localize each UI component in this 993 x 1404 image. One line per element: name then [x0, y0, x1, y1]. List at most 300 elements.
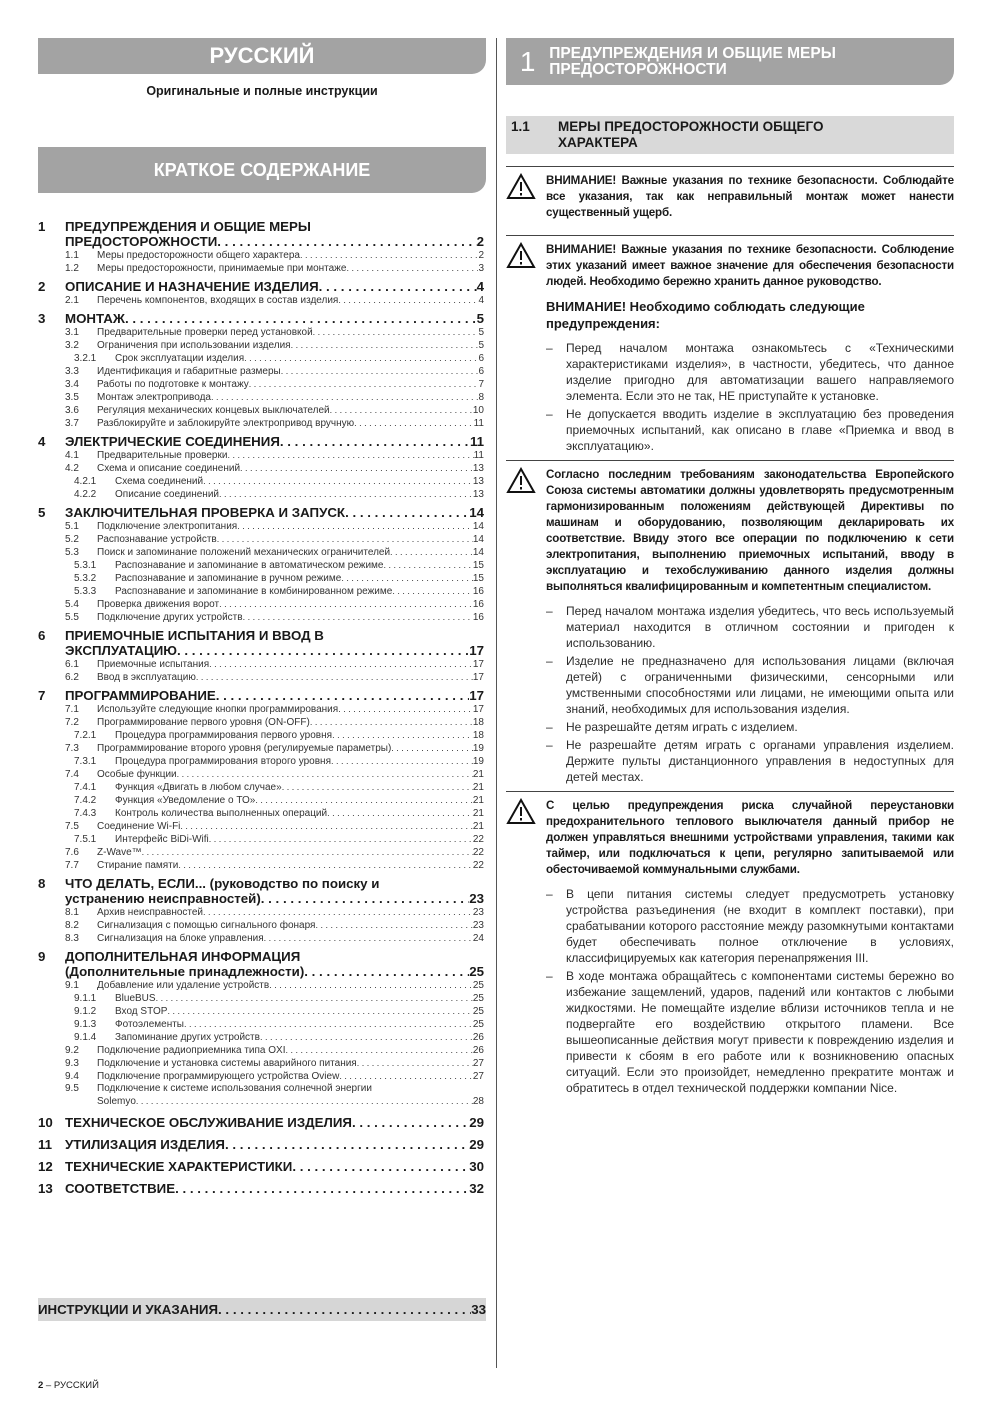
toc-sub-number: 7.4.3	[74, 808, 97, 819]
toc-sub-title: Распознавание и запоминание в ручном режиме	[115, 573, 342, 584]
toc-chapter-number: 3	[38, 311, 46, 326]
list-item: – Не разрешайте детям играть с изделием.	[546, 719, 954, 735]
toc-sub-entry[interactable]	[38, 742, 484, 755]
toc-sub-number: 7.4.2	[74, 795, 97, 806]
toc-sub-page: 11	[473, 450, 484, 461]
toc-sub-entry[interactable]	[38, 417, 484, 430]
toc-sub-page: 14	[472, 534, 484, 545]
toc-sub-page: 21	[472, 795, 484, 806]
toc-sub-title: Программирование второго уровня (регулируемые параметры)	[97, 743, 392, 754]
language-banner: РУССКИЙ	[38, 38, 486, 74]
toc-chapter-title: ПРЕДОСТОРОЖНОСТИ	[65, 234, 218, 249]
toc-chapter-number: 11	[38, 1137, 53, 1152]
toc-chapter-number: 2	[38, 279, 46, 294]
toc-chapter-line	[38, 876, 484, 891]
warning-1	[506, 166, 954, 221]
toc-chapter-entry[interactable]	[38, 1137, 484, 1152]
toc-chapter-page: 5	[476, 311, 484, 326]
toc-sub-page: 6	[478, 366, 484, 377]
toc-sub-page: 26	[472, 1045, 484, 1056]
toc-chapter-entry[interactable]	[38, 1181, 484, 1196]
column-divider	[496, 38, 497, 1368]
toc-sub-number: 2.1	[65, 295, 79, 306]
toc-sub-entry[interactable]	[38, 559, 484, 572]
toc-sub-number: 6.1	[65, 659, 79, 670]
toc-chapter-title: устранению неисправностей)	[65, 891, 261, 906]
toc-sub-number: 3.2.1	[74, 353, 97, 364]
toc-sub-number: 9.1.1	[74, 993, 97, 1004]
toc-sub-title: Меры предосторожности общего характера	[97, 250, 300, 261]
toc-chapter-number: 9	[38, 949, 46, 964]
toc-sub-entry[interactable]	[38, 1031, 484, 1044]
toc-sub-entry[interactable]	[38, 611, 484, 624]
toc-sub-title: Запоминание других устройств	[115, 1032, 260, 1043]
toc-sub-entry[interactable]	[38, 658, 484, 671]
section-number: 1.1	[511, 119, 530, 134]
section-heading	[506, 116, 954, 154]
toc-chapter-number: 5	[38, 505, 46, 520]
toc-sub-title: BlueBUS	[115, 993, 156, 1004]
toc-sub-title: Ввод в эксплуатацию	[97, 672, 196, 683]
toc-sub-entry[interactable]	[38, 794, 484, 807]
toc-sub-number: 9.1.2	[74, 1006, 97, 1017]
toc-sub-number: 9.4	[65, 1071, 79, 1082]
toc-chapter-page: 17	[469, 643, 484, 658]
toc-sub-page: 6	[478, 353, 484, 364]
list-item: – Не разрешайте детям играть с органами управления изделием. Держите пульты дистанционного управления в недоступных для детей местах.	[546, 737, 954, 785]
toc-sub-number: 3.7	[65, 418, 79, 429]
toc-chapter-page: 11	[469, 434, 484, 449]
toc-sub-number: 3.6	[65, 405, 79, 416]
toc-sub-page: 24	[472, 933, 484, 944]
toc-sub-entry[interactable]	[38, 906, 484, 919]
toc-sub-title: Процедура программирования первого уровня	[115, 730, 333, 741]
toc-chapter-title-line1: ПРИЕМОЧНЫЕ ИСПЫТАНИЯ И ВВОД В	[65, 628, 324, 643]
warning-triangle-icon	[506, 173, 546, 221]
toc-chapter-entry[interactable]	[38, 505, 484, 520]
warnings-block	[506, 166, 954, 1098]
toc-sub-title: Подключение программирующего устройства Oview	[97, 1071, 340, 1082]
toc-sub-title: Схема и описание соединений	[97, 463, 241, 474]
toc-sub-page: 21	[472, 808, 484, 819]
toc-sub-page: 21	[472, 821, 484, 832]
toc-sub-page: 13	[472, 463, 484, 474]
toc-sub-entry[interactable]	[38, 404, 484, 417]
toc-sub-page: 19	[472, 756, 484, 767]
toc-sub-number: 3.1	[65, 327, 79, 338]
toc-sub-entry[interactable]	[38, 533, 484, 546]
toc-sub-title: Распознавание устройств	[97, 534, 217, 545]
toc-chapter-page: 17	[469, 688, 484, 703]
toc-sub-title: Проверка движения ворот	[97, 599, 220, 610]
toc-sub-entry[interactable]	[38, 326, 484, 339]
toc-sub-number: 6.2	[65, 672, 79, 683]
toc-sub-page: 10	[472, 405, 484, 416]
toc-sub-entry[interactable]	[38, 294, 484, 307]
toc-chapter-entry[interactable]	[38, 1159, 484, 1174]
toc-sub-entry[interactable]	[38, 859, 484, 872]
toc-sub-number: 9.5	[65, 1083, 79, 1094]
toc-sub-page: 5	[478, 340, 484, 351]
toc-sub-page: 23	[472, 907, 484, 918]
toc-chapter-line	[38, 949, 484, 964]
toc-sub-title: Используйте следующие кнопки программирования	[97, 704, 339, 715]
toc-sub-page: 16	[472, 586, 484, 597]
toc-sub-number: 8.1	[65, 907, 79, 918]
toc-sub-title: Описание соединений	[115, 489, 220, 500]
toc-sub-entry[interactable]	[38, 979, 484, 992]
toc-sub-title: Перечень компонентов, входящих в состав изделия	[97, 295, 339, 306]
toc-chapter-title: ТЕХНИЧЕСКИЕ ХАРАКТЕРИСТИКИ	[65, 1159, 293, 1174]
toc-sub-page: 22	[472, 860, 484, 871]
toc-sub-title: Процедура программирования второго уровня	[115, 756, 331, 767]
toc-sub-number: 4.1	[65, 450, 79, 461]
toc-sub-title: Монтаж электропривода	[97, 392, 211, 403]
toc-sub-number: 8.3	[65, 933, 79, 944]
toc-sub-number: 5.3.1	[74, 560, 97, 571]
toc-sub-number: 4.2	[65, 463, 79, 474]
toc-sub-number: 8.2	[65, 920, 79, 931]
toc-sub-entry[interactable]	[38, 932, 484, 945]
footer-language: – РУССКИЙ	[43, 1380, 99, 1391]
toc-sub-number: 7.7	[65, 860, 79, 871]
toc-sub-title: Идентификация и габаритные размеры	[97, 366, 281, 377]
toc-sub-number: 5.3	[65, 547, 79, 558]
list-item: – Изделие не предназначено для использования лицами (включая детей) с ограниченными физическими, сенсорными или умственными способностями или лицами, не имеющими опыта или знаний, необходимых для использования изделия.	[546, 653, 954, 717]
toc-sub-page: 2	[478, 250, 484, 261]
toc-sub-title: Распознавание и запоминание в автоматическом режиме	[115, 560, 384, 571]
warning-3-text: Согласно последним требованиям законодательства Европейского Союза системы автоматики должны удовлетворять предусмотренным гармонизированным положениям действующей Директивы по машинам и оборудованию, позволяющим декларировать их соответствие. Ввиду этого все операции по подключению к сети электропитания, выполнению приемочных испытаний, вводу в эксплуатацию и техобслуживанию данного изделия должны выполняться квалифицированным и компетентным специалистом.	[546, 468, 954, 593]
toc-sub-page: 15	[472, 560, 484, 571]
toc-sub-page: 14	[472, 521, 484, 532]
toc-sub-title: Контроль количества выполненных операций	[115, 808, 328, 819]
toc-chapter-page: 30	[469, 1159, 484, 1174]
toc-chapter-entry[interactable]	[38, 234, 484, 249]
toc-sub-title: Работы по подготовке к монтажу	[97, 379, 249, 390]
toc-sub-number: 1.1	[65, 250, 79, 261]
toc-sub-page: 21	[472, 769, 484, 780]
toc-sub-title: Срок эксплуатации изделия	[115, 353, 245, 364]
warning-triangle-icon	[506, 242, 546, 290]
toc-sub-number: 9.1.4	[74, 1032, 97, 1043]
warning-triangle-icon	[506, 467, 546, 595]
toc-sub-title: Вход STOP	[115, 1006, 168, 1017]
toc-sub-number: 5.2	[65, 534, 79, 545]
toc-sub-entry[interactable]	[38, 1005, 484, 1018]
toc-sub-entry[interactable]	[38, 520, 484, 533]
toc-sub-entry[interactable]	[38, 820, 484, 833]
toc-sub-title: Соединение Wi-Fi	[97, 821, 181, 832]
toc-chapter-title: ЭКСПЛУАТАЦИЮ	[65, 643, 177, 658]
toc-sub-entry[interactable]	[38, 391, 484, 404]
toc-sub-line	[38, 1083, 484, 1095]
toc-sub-entry[interactable]	[38, 546, 484, 559]
toc-sub-entry[interactable]	[38, 365, 484, 378]
list-item: – В ходе монтажа обращайтесь с компонентами системы бережно во избежание защемлений, ударов, падений или контактов с любыми жидкостями. Не помещайте изделие вблизи источников тепла и не подвергайте его воздействию открытого пламени. Все вышеописанные действия могут привести к повреждению изделия и привести к сбоям в его работе или к возникновению опасных ситуаций. Если это произойдет, немедленно прекратите монтаж и обратитесь в отдел технической поддержки компании Nice.	[546, 968, 954, 1096]
toc-chapter-page: 32	[469, 1181, 484, 1196]
toc-sub-entry[interactable]	[38, 339, 484, 352]
warning-4-text: С целью предупреждения риска случайной переустановки предохранительного теплового выключателя данный прибор не должен управляться внешними устройствами управления, такими как таймер, или подключаться к цепи, регулярно запитываемой или обесточиваемой коммунальными службами.	[546, 799, 954, 876]
toc-chapter-number: 13	[38, 1181, 53, 1196]
warning-list-3	[506, 886, 954, 1096]
toc-sub-entry[interactable]	[38, 249, 484, 262]
warning-list-2	[506, 603, 954, 785]
toc-chapter-title: УТИЛИЗАЦИЯ ИЗДЕЛИЯ	[65, 1137, 225, 1152]
toc-sub-number: 7.4.1	[74, 782, 97, 793]
toc-sub-page: 16	[472, 599, 484, 610]
toc-sub-number: 3.3	[65, 366, 79, 377]
toc-sub-page: 23	[472, 920, 484, 931]
toc-sub-page: 18	[472, 717, 484, 728]
toc-sub-number: 7.4	[65, 769, 79, 780]
toc-sub-title: Программирование первого уровня (ON-OFF)	[97, 717, 310, 728]
toc-chapter-title-line1: ДОПОЛНИТЕЛЬНАЯ ИНФОРМАЦИЯ	[65, 949, 301, 964]
chapter-banner	[506, 38, 954, 85]
toc-chapter-title: (Дополнительные принадлежности)	[65, 964, 305, 979]
warning-list-1	[506, 340, 954, 454]
toc-sub-entry[interactable]	[38, 352, 484, 365]
toc-chapter-entry[interactable]	[38, 1115, 484, 1130]
toc-sub-entry[interactable]	[38, 378, 484, 391]
toc-sub-title: Solemyo	[97, 1096, 136, 1107]
toc-sub-page: 13	[472, 489, 484, 500]
toc-sub-title: Предварительные проверки перед установкой	[97, 327, 313, 338]
toc-sub-title: Разблокируйте и заблокируйте электропривод вручную	[97, 418, 355, 429]
toc-sub-entry[interactable]	[38, 671, 484, 684]
toc-sub-page: 19	[472, 743, 484, 754]
toc-chapter-number: 6	[38, 628, 46, 643]
toc-chapter-title-line1: ПРЕДУПРЕЖДЕНИЯ И ОБЩИЕ МЕРЫ	[65, 219, 311, 234]
toc-sub-page: 26	[472, 1032, 484, 1043]
toc-chapter-page: 25	[469, 964, 484, 979]
toc-sub-number: 7.3.1	[74, 756, 97, 767]
toc-chapter-page: 2	[476, 234, 484, 249]
toc-sub-title: Z-Wave™	[97, 847, 142, 858]
toc-sub-number: 5.4	[65, 599, 79, 610]
toc-chapter-title: МОНТАЖ	[65, 311, 125, 326]
toc-chapter-title: ЭЛЕКТРИЧЕСКИЕ СОЕДИНЕНИЯ	[65, 434, 280, 449]
toc-sub-number: 3.2	[65, 340, 79, 351]
toc-sub-entry[interactable]	[38, 716, 484, 729]
list-item: – Не допускается вводить изделие в эксплуатацию без проведения приемочных испытаний, как описано в главе «Приемка и ввод в эксплуатацию».	[546, 406, 954, 454]
toc-sub-page: 15	[472, 573, 484, 584]
toc-sub-page: 11	[473, 418, 484, 429]
toc-sub-title: Функция «Двигать в любом случае»	[115, 782, 282, 793]
toc-sub-title: Предварительные проверки	[97, 450, 228, 461]
toc-chapter-entry[interactable]	[38, 688, 484, 703]
instructions-page: 33	[471, 1302, 486, 1317]
toc-sub-number: 9.3	[65, 1058, 79, 1069]
list-item: – В цепи питания системы следует предусмотреть установку устройства разъединения (не входит в комплект поставки), при срабатывании которого расстояние между разомкнутыми контактами будет обеспечивать полное отключение в условиях, классифицируемых как категория перенапряжения III.	[546, 886, 954, 966]
toc-sub-number: 7.6	[65, 847, 79, 858]
toc-sub-entry[interactable]	[38, 1044, 484, 1057]
toc-sub-entry[interactable]	[38, 598, 484, 611]
toc-sub-number: 9.2	[65, 1045, 79, 1056]
toc-sub-page: 16	[472, 612, 484, 623]
toc-sub-entry[interactable]	[38, 919, 484, 932]
toc-chapter-entry[interactable]	[38, 434, 484, 449]
toc-sub-page: 25	[472, 1006, 484, 1017]
toc-chapter-title: СООТВЕТСТВИЕ	[65, 1181, 176, 1196]
toc-sub-number: 7.3	[65, 743, 79, 754]
toc-sub-title: Сигнализация с помощью сигнального фонаря	[97, 920, 316, 931]
toc-sub-number: 7.2	[65, 717, 79, 728]
toc-chapter-title: ОПИСАНИЕ И НАЗНАЧЕНИЕ ИЗДЕЛИЯ	[65, 279, 319, 294]
warning-3	[506, 460, 954, 595]
toc-sub-page: 8	[478, 392, 484, 403]
warning-2-text: ВНИМАНИЕ! Важные указания по технике безопасности. Соблюдение этих указаний имеет важное значение для обеспечения безопасности людей. Необходимо бережно хранить данное руководство.	[546, 243, 954, 288]
toc-sub-entry[interactable]	[38, 585, 484, 598]
chapter-number: 1	[519, 45, 536, 77]
toc-sub-entry[interactable]	[38, 262, 484, 275]
toc-sub-title: Подключение электропитания	[97, 521, 238, 532]
toc-sub-page: 4	[478, 295, 484, 306]
toc-chapter-number: 12	[38, 1159, 53, 1174]
toc-sub-number: 1.2	[65, 263, 79, 274]
toc-sub-title: Стирание памяти	[97, 860, 179, 871]
toc-sub-number: 7.2.1	[74, 730, 97, 741]
toc-sub-entry[interactable]	[38, 572, 484, 585]
toc-sub-number: 7.5.1	[74, 834, 97, 845]
toc-sub-entry[interactable]	[38, 703, 484, 716]
toc-sub-entry[interactable]	[38, 475, 484, 488]
toc-chapter-line	[38, 219, 484, 234]
instructions-title: ИНСТРУКЦИИ И УКАЗАНИЯ	[38, 1302, 219, 1317]
toc-sub-entry[interactable]	[38, 449, 484, 462]
toc-chapter-number: 10	[38, 1115, 53, 1130]
toc-sub-title: Архив неисправностей	[97, 907, 204, 918]
toc-chapter-entry[interactable]	[38, 643, 484, 658]
toc-sub-title: Фотоэлементы	[115, 1019, 184, 1030]
toc-sub-page: 22	[472, 847, 484, 858]
subtitle: Оригинальные и полные инструкции	[146, 84, 378, 98]
toc-sub-title: Добавление или удаление устройств	[97, 980, 270, 991]
toc-sub-page: 27	[472, 1058, 484, 1069]
instructions-toc-entry[interactable]	[38, 1298, 486, 1321]
toc-sub-page: 25	[472, 980, 484, 991]
toc-sub-entry[interactable]	[38, 1018, 484, 1031]
toc-sub-entry[interactable]	[38, 1095, 484, 1108]
toc-chapter-title: ПРОГРАММИРОВАНИЕ	[65, 688, 216, 703]
toc-chapter-page: 14	[469, 505, 484, 520]
warning-2	[506, 235, 954, 290]
toc-sub-number: 5.5	[65, 612, 79, 623]
toc-sub-number: 9.1	[65, 980, 79, 991]
toc-sub-title-line1: Подключение к системе использования солнечной энергии	[97, 1083, 372, 1094]
toc-sub-page: 17	[472, 672, 484, 683]
toc-sub-entry[interactable]	[38, 781, 484, 794]
toc-sub-entry[interactable]	[38, 833, 484, 846]
section-title: МЕРЫ ПРЕДОСТОРОЖНОСТИ ОБЩЕГО ХАРАКТЕРА	[558, 119, 824, 150]
toc-sub-title: Схема соединений	[115, 476, 204, 487]
list-item: – Перед началом монтажа изделия убедитесь, что весь используемый материал находится в отличном состоянии и пригоден к использованию.	[546, 603, 954, 651]
toc-sub-page: 14	[472, 547, 484, 558]
toc-sub-title: Подключение других устройств	[97, 612, 243, 623]
chapter-title: ПРЕДУПРЕЖДЕНИЯ И ОБЩИЕ МЕРЫ ПРЕДОСТОРОЖНОСТИ	[549, 44, 836, 78]
toc-sub-number: 4.2.1	[74, 476, 97, 487]
toc-sub-page: 5	[478, 327, 484, 338]
toc-title: КРАТКОЕ СОДЕРЖАНИЕ	[38, 147, 486, 193]
toc-sub-title: Распознавание и запоминание в комбинированном режиме	[115, 586, 393, 597]
toc-sub-title: Сигнализация на блоке управления	[97, 933, 264, 944]
toc-sub-title: Ограничения при использовании изделия	[97, 340, 291, 351]
toc-chapter-entry[interactable]	[38, 311, 484, 326]
toc-sub-title: Подключение радиоприемника типа OXI	[97, 1045, 286, 1056]
toc-chapter-page: 23	[469, 891, 484, 906]
toc-sub-entry[interactable]	[38, 1057, 484, 1070]
toc-sub-page: 25	[472, 993, 484, 1004]
toc-sub-number: 3.5	[65, 392, 79, 403]
toc-sub-page: 7	[478, 379, 484, 390]
toc-chapter-number: 7	[38, 688, 46, 703]
toc-sub-entry[interactable]	[38, 755, 484, 768]
toc-sub-title: Особые функции	[97, 769, 177, 780]
toc-sub-entry[interactable]	[38, 846, 484, 859]
toc-sub-entry[interactable]	[38, 462, 484, 475]
toc-sub-page: 17	[472, 704, 484, 715]
toc-sub-title: Поиск и запоминание положений механических ограничителей	[97, 547, 391, 558]
warning-1-text: ВНИМАНИЕ! Важные указания по технике безопасности. Соблюдайте все указания, так как неправильный монтаж может нанести существенный ущерб.	[546, 174, 954, 219]
toc-sub-page: 27	[472, 1071, 484, 1082]
toc-chapter-title: ТЕХНИЧЕСКОЕ ОБСЛУЖИВАНИЕ ИЗДЕЛИЯ	[65, 1115, 352, 1130]
toc-chapter-number: 1	[38, 219, 46, 234]
toc-sub-page: 28	[472, 1096, 484, 1107]
toc-chapter-page: 4	[476, 279, 484, 294]
toc-sub-number: 5.1	[65, 521, 79, 532]
toc-chapter-page: 29	[469, 1115, 484, 1130]
toc-sub-entry[interactable]	[38, 768, 484, 781]
toc-sub-number: 7.5	[65, 821, 79, 832]
toc-sub-number: 7.1	[65, 704, 79, 715]
toc-chapter-entry[interactable]	[38, 964, 484, 979]
toc-sub-page: 13	[472, 476, 484, 487]
toc-chapter-line	[38, 628, 484, 643]
toc-sub-page: 25	[472, 1019, 484, 1030]
toc-sub-title: Регуляция механических концевых выключателей	[97, 405, 330, 416]
toc-sub-entry[interactable]	[38, 807, 484, 820]
toc-sub-title: Функция «Уведомление о ТО»	[115, 795, 256, 806]
table-of-contents	[38, 215, 484, 1196]
toc-sub-page: 18	[472, 730, 484, 741]
toc-sub-number: 9.1.3	[74, 1019, 97, 1030]
toc-chapter-entry[interactable]	[38, 891, 484, 906]
toc-sub-entry[interactable]	[38, 992, 484, 1005]
toc-chapter-number: 8	[38, 876, 46, 891]
page-number: 2	[38, 1380, 44, 1391]
toc-sub-title: Приемочные испытания	[97, 659, 210, 670]
toc-sub-page: 17	[472, 659, 484, 670]
toc-sub-entry[interactable]	[38, 1070, 484, 1083]
toc-sub-number: 5.3.3	[74, 586, 97, 597]
warning-4	[506, 791, 954, 878]
toc-chapter-number: 4	[38, 434, 46, 449]
toc-sub-entry[interactable]	[38, 488, 484, 501]
toc-sub-entry[interactable]	[38, 729, 484, 742]
toc-sub-number: 4.2.2	[74, 489, 97, 500]
toc-sub-page: 3	[478, 263, 484, 274]
toc-sub-title: Подключение и установка системы аварийного питания	[97, 1058, 357, 1069]
toc-chapter-title: ЗАКЛЮЧИТЕЛЬНАЯ ПРОВЕРКА И ЗАПУСК	[65, 505, 346, 520]
toc-sub-title: Меры предосторожности, принимаемые при монтаже	[97, 263, 347, 274]
page-footer	[38, 1380, 99, 1391]
toc-sub-title: Интерфейс BiDi-Wifi	[115, 834, 209, 845]
toc-sub-page: 21	[472, 782, 484, 793]
toc-sub-page: 22	[472, 834, 484, 845]
toc-chapter-title-line1: ЧТО ДЕЛАТЬ, ЕСЛИ... (руководство по поиску и	[65, 876, 380, 891]
toc-chapter-entry[interactable]	[38, 279, 484, 294]
toc-sub-number: 5.3.2	[74, 573, 97, 584]
toc-chapter-page: 29	[469, 1137, 484, 1152]
